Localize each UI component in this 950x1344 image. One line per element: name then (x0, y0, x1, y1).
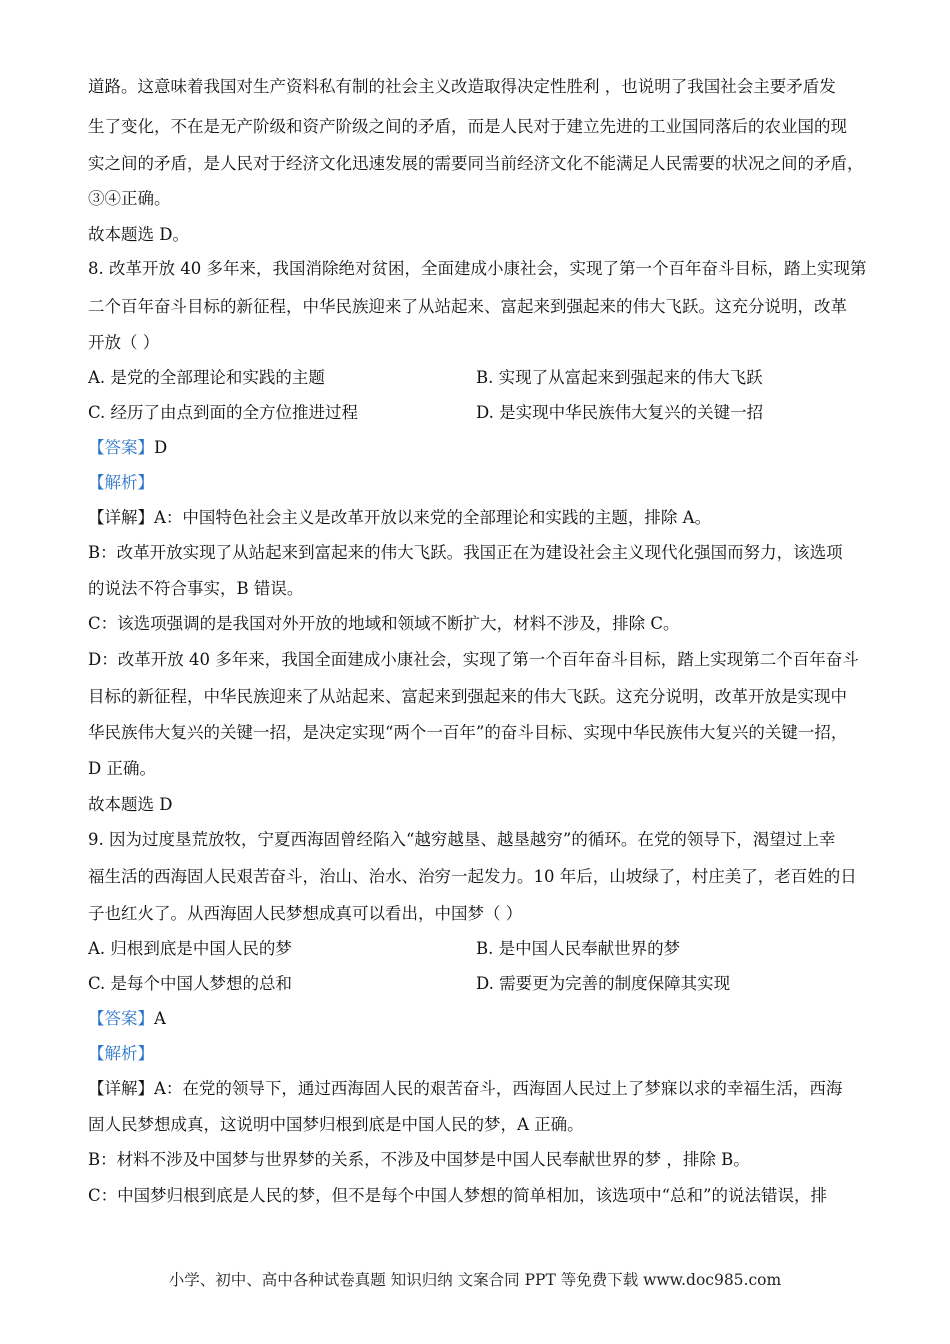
q9-detail-line: 固人民梦想成真，这说明中国梦归根到底是中国人民的梦，A 正确。 (88, 1115, 584, 1134)
q9-option-a: A. 归根到底是中国人民的梦 (88, 939, 292, 958)
q8-detail-line: 目标的新征程，中华民族迎来了从站起来、富起来到强起来的伟大飞跃。这充分说明，改革开放是实现中 (88, 687, 847, 706)
q9-stem-line: 9. 因为过度垦荒放牧，宁夏西海固曾经陷入“越穷越垦、越垦越穷”的循环。在党的领导下，渴望过上幸 (88, 830, 836, 849)
q8-stem-line: 开放（ ） (88, 333, 160, 352)
answer-tag: 【答案】 (88, 438, 154, 457)
q8-detail-line: C：该选项强调的是我国对外开放的地域和领域不断扩大，材料不涉及，排除 C。 (88, 614, 680, 633)
page-footer: 小学、初中、高中各种试卷真题 知识归纳 文案合同 PPT 等免费下载 www.doc985.com (168, 1271, 782, 1289)
answer-tag: 【答案】 (88, 1009, 154, 1028)
q8-detail-line: B：改革开放实现了从站起来到富起来的伟大飞跃。我国正在为建设社会主义现代化强国而努力，该选项 (88, 543, 843, 562)
detail-tag: 【详解】 (88, 508, 154, 527)
q8-option-c: C. 经历了由点到面的全方位推进过程 (88, 403, 359, 422)
intro-line: 道路。这意味着我国对生产资料私有制的社会主义改造取得决定性胜利 ，也说明了我国社会主要矛盾发 (88, 77, 836, 96)
intro-line: 生了变化，不在是无产阶级和资产阶级之间的矛盾，而是人民对于建立先进的工业国同落后的农业国的现 (88, 117, 847, 136)
q8-stem-line: 二个百年奋斗目标的新征程，中华民族迎来了从站起来、富起来到强起来的伟大飞跃。这充分说明，改革 (88, 297, 847, 316)
q8-detail-line: 的说法不符合事实，B 错误。 (88, 579, 304, 598)
q8-detail-line: D：改革开放 40 多年来，我国全面建成小康社会，实现了第一个百年奋斗目标，踏上实现第二个百年奋斗 (88, 650, 859, 669)
q9-option-b: B. 是中国人民奉献世界的梦 (476, 939, 681, 958)
q9-detail-line (88, 1078, 842, 1100)
q9-answer (88, 1008, 166, 1030)
q9-detail-line: B：材料不涉及中国梦与世界梦的关系，不涉及中国梦是中国人民奉献世界的梦 ，排除 B。 (88, 1150, 750, 1169)
q9-option-d: D. 需要更为完善的制度保障其实现 (476, 974, 731, 993)
q8-analysis-tag (88, 472, 154, 494)
q8-stem-line: 8. 改革开放 40 多年来，我国消除绝对贫困，全面建成小康社会，实现了第一个百年奋斗目标，踏上实现第 (88, 259, 867, 278)
q8-option-a: A. 是党的全部理论和实践的主题 (88, 368, 325, 387)
q9-stem-line: 福生活的西海固人民艰苦奋斗，治山、治水、治穷一起发力。10 年后，山坡绿了，村庄美了，老百姓的日 (88, 867, 857, 886)
q8-answer (88, 437, 167, 459)
intro-line: ③④正确。 (88, 189, 171, 208)
intro-conclusion: 故本题选 D。 (88, 225, 189, 244)
analysis-tag: 【解析】 (88, 1044, 154, 1063)
intro-line: 实之间的矛盾，是人民对于经济文化迅速发展的需要同当前经济文化不能满足人民需要的状况之间的矛盾， (88, 154, 864, 173)
q8-option-b: B. 实现了从富起来到强起来的伟大飞跃 (476, 368, 763, 387)
q8-detail-line: 华民族伟大复兴的关键一招，是决定实现“两个一百年”的奋斗目标、实现中华民族伟大复兴的关键一招， (88, 723, 848, 742)
q8-detail-line: D 正确。 (88, 759, 156, 778)
q9-detail-line: C：中国梦归根到底是人民的梦，但不是每个中国人梦想的简单相加，该选项中“总和”的说法错误，排 (88, 1186, 827, 1205)
detail-text: A：在党的领导下，通过西海固人民的艰苦奋斗，西海固人民过上了梦寐以求的幸福生活，西海 (154, 1079, 843, 1098)
detail-text: A：中国特色社会主义是改革开放以来党的全部理论和实践的主题，排除 A。 (154, 508, 712, 527)
answer-value: A (154, 1009, 166, 1028)
detail-tag: 【详解】 (88, 1079, 154, 1098)
q9-stem-line: 子也红火了。从西海固人民梦想成真可以看出，中国梦（ ） (88, 904, 523, 923)
q9-option-c: C. 是每个中国人梦想的总和 (88, 974, 293, 993)
q9-analysis-tag (88, 1043, 154, 1065)
answer-value: D (154, 438, 168, 457)
q8-option-d: D. 是实现中华民族伟大复兴的关键一招 (476, 403, 764, 422)
q8-detail-line (88, 507, 711, 529)
analysis-tag: 【解析】 (88, 473, 154, 492)
q8-conclusion: 故本题选 D (88, 795, 173, 814)
